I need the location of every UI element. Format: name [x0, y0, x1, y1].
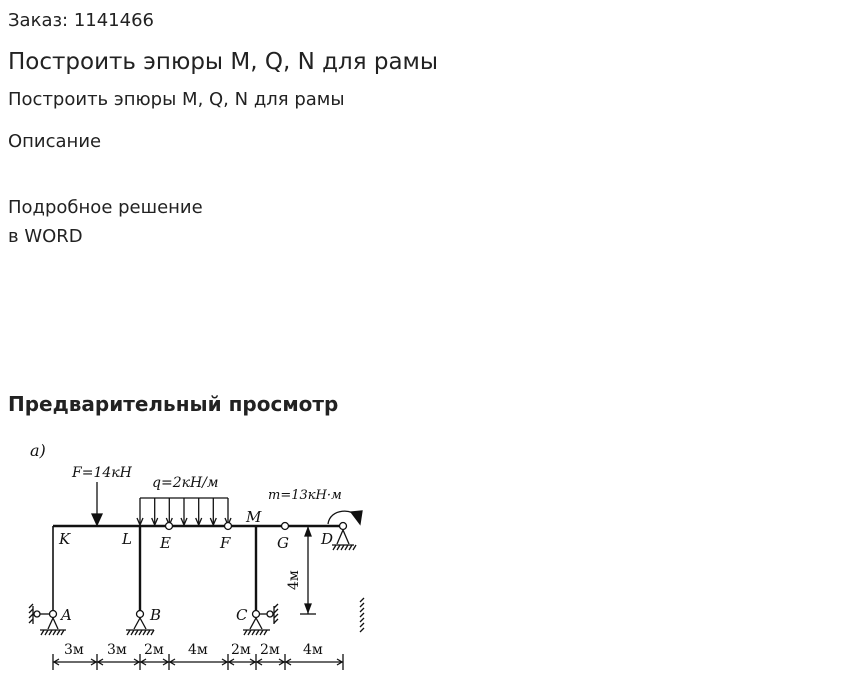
- edge-hatch: [360, 598, 364, 632]
- span-label: 2м: [231, 642, 251, 658]
- description-heading: Описание: [8, 131, 102, 152]
- node-label-e: E: [160, 534, 171, 552]
- preview-heading: Предварительный просмотр: [8, 392, 339, 416]
- support-c: [243, 604, 278, 635]
- node-label-k: K: [59, 530, 71, 548]
- span-label: 4м: [188, 642, 208, 658]
- load-label: q=2кН/м: [152, 475, 219, 491]
- hinge-d: [340, 523, 347, 530]
- node-label-m: M: [246, 508, 262, 526]
- force-arrowhead: [92, 514, 102, 525]
- node-label-d: D: [321, 530, 334, 548]
- description-text: [8, 193, 203, 251]
- distributed-load: [137, 498, 231, 525]
- node-label-b: B: [150, 606, 162, 624]
- page-title: Построить эпюры M, Q, N для рамы: [8, 49, 439, 75]
- node-label-c: C: [236, 606, 248, 624]
- order-number: Заказ: 1141466: [8, 10, 154, 31]
- page-subtitle: Построить эпюры M, Q, N для рамы: [8, 89, 345, 110]
- figure-label: a): [30, 441, 46, 460]
- span-label: 4м: [303, 642, 323, 658]
- node-label-f: F: [220, 534, 231, 552]
- node-label-l: L: [122, 530, 132, 548]
- moment-label: m=13кН·м: [268, 488, 342, 503]
- moment-arrowhead: [351, 511, 362, 524]
- description-line: Подробное решение: [8, 197, 203, 218]
- node-label-g: G: [277, 534, 289, 552]
- description-line: в WORD: [8, 226, 83, 247]
- height-dimension: [300, 526, 316, 614]
- hinge-f: [225, 523, 232, 530]
- height-label: 4м: [286, 570, 302, 590]
- force-label: F=14кН: [72, 465, 132, 481]
- span-label: 2м: [144, 642, 164, 658]
- node-label-a: A: [61, 606, 72, 624]
- hinge-e: [166, 523, 173, 530]
- span-label: 3м: [107, 642, 127, 658]
- hinge-g: [282, 523, 289, 530]
- span-label: 3м: [64, 642, 84, 658]
- span-label: 2м: [260, 642, 280, 658]
- frame-diagram: [20, 432, 370, 677]
- support-d: [332, 530, 356, 550]
